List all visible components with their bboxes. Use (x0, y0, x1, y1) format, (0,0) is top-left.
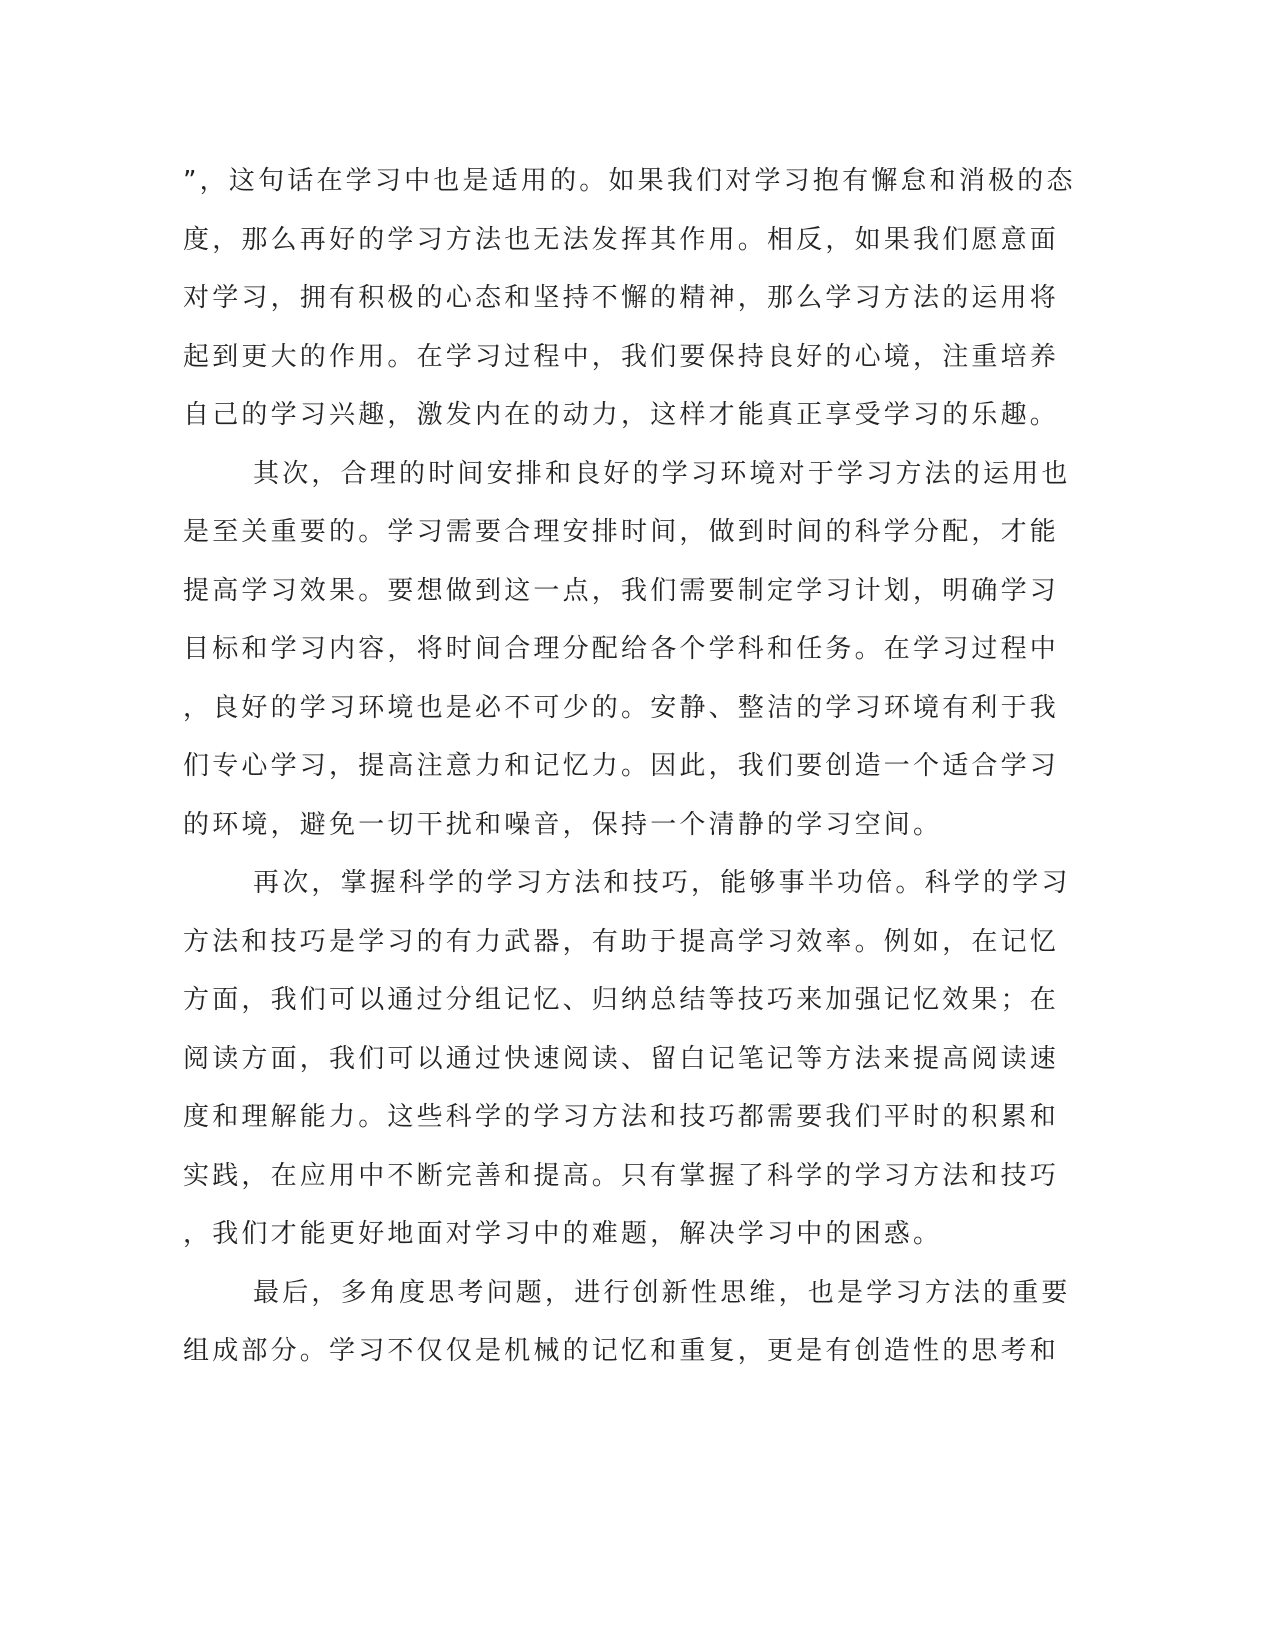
text-line: 度和理解能力。这些科学的学习方法和技巧都需要我们平时的积累和 (183, 1102, 1060, 1132)
text-line: 方面，我们可以通过分组记忆、归纳总结等技巧来加强记忆效果；在 (183, 985, 1060, 1015)
paragraph-start-line: 最后，多角度思考问题，进行创新性思维，也是学习方法的重要 (253, 1277, 1071, 1308)
text-line: ，我们才能更好地面对学习中的难题，解决学习中的困惑。 (183, 1219, 943, 1249)
paragraph-start-line: 其次，合理的时间安排和良好的学习环境对于学习方法的运用也 (253, 458, 1071, 489)
text-line: 对学习，拥有积极的心态和坚持不懈的精神，那么学习方法的运用将 (183, 283, 1060, 313)
text-line: 组成部分。学习不仅仅是机械的记忆和重复，更是有创造性的思考和 (183, 1336, 1060, 1366)
text-line: 实践，在应用中不断完善和提高。只有掌握了科学的学习方法和技巧 (183, 1160, 1060, 1191)
text-line: 提高学习效果。要想做到这一点，我们需要制定学习计划，明确学习 (183, 575, 1060, 606)
text-line: 目标和学习内容，将时间合理分配给各个学科和任务。在学习过程中 (183, 634, 1060, 664)
paragraph-start-line: 再次，掌握科学的学习方法和技巧，能够事半功倍。科学的学习 (253, 868, 1071, 898)
text-line: 是至关重要的。学习需要合理安排时间，做到时间的科学分配，才能 (183, 517, 1060, 547)
text-line: 们专心学习，提高注意力和记忆力。因此，我们要创造一个适合学习 (183, 751, 1060, 781)
text-line: 自己的学习兴趣，激发内在的动力，这样才能真正享受学习的乐趣。 (183, 400, 1060, 430)
text-line: ，良好的学习环境也是必不可少的。安静、整洁的学习环境有利于我 (183, 692, 1060, 723)
text-line: ”，这句话在学习中也是适用的。如果我们对学习抱有懈怠和消极的态 (183, 166, 1076, 196)
text-line: 度，那么再好的学习方法也无法发挥其作用。相反，如果我们愿意面 (183, 224, 1060, 255)
text-line: 起到更大的作用。在学习过程中，我们要保持良好的心境，注重培养 (183, 341, 1060, 372)
text-line: 的环境，避免一切干扰和噪音，保持一个清静的学习空间。 (183, 809, 943, 840)
text-line: 阅读方面，我们可以通过快速阅读、留白记笔记等方法来提高阅读速 (183, 1043, 1060, 1074)
body-text (183, 152, 1076, 1381)
text-line: 方法和技巧是学习的有力武器，有助于提高学习效率。例如，在记忆 (183, 926, 1060, 957)
